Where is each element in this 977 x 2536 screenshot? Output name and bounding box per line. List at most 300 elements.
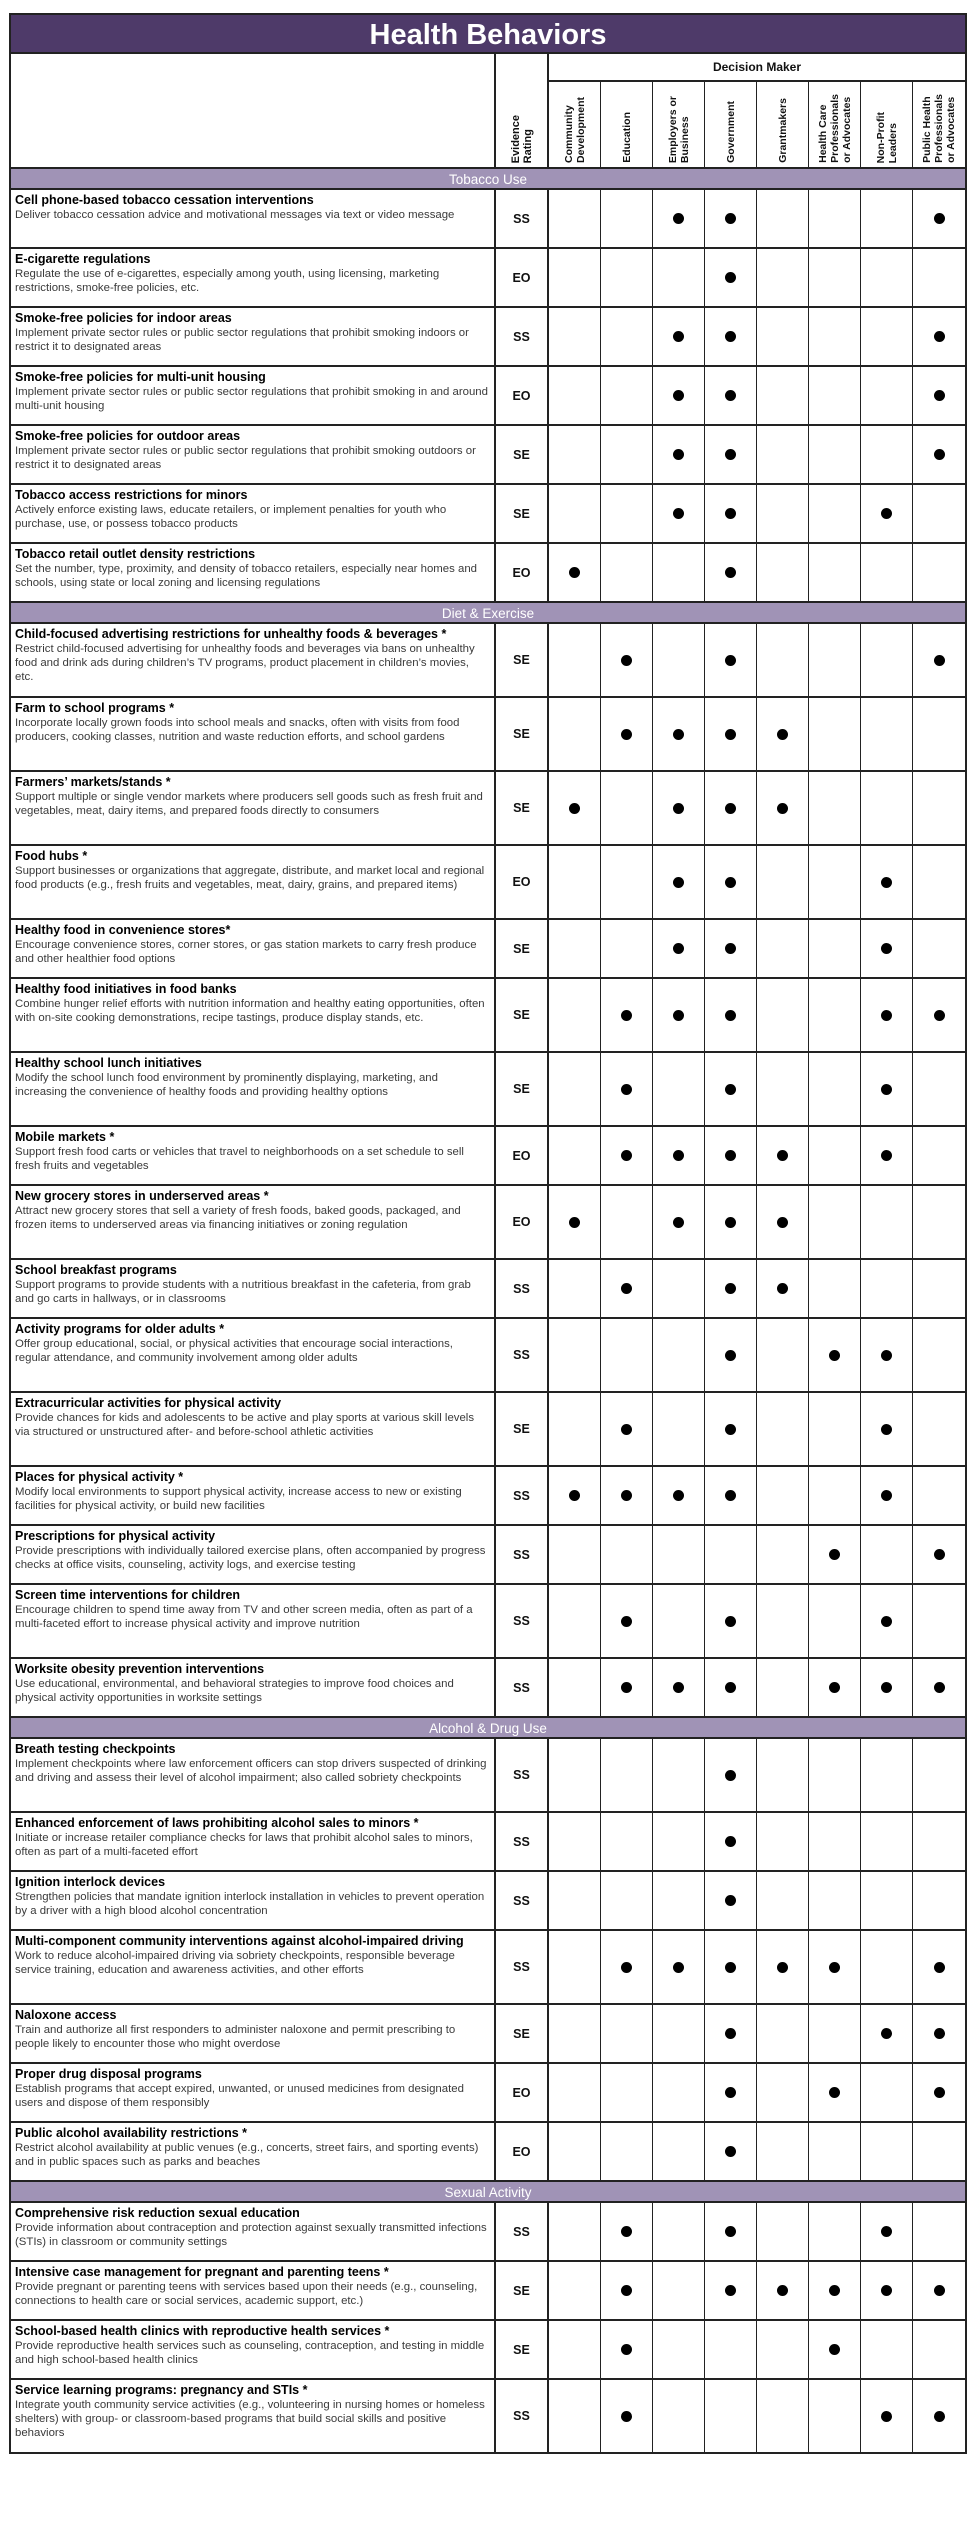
decision-maker-cell (705, 426, 757, 483)
bullet-icon (673, 1150, 684, 1161)
bullet-icon (881, 2028, 892, 2039)
decision-maker-cell (757, 1872, 809, 1929)
strategy-cell (11, 1393, 496, 1465)
decision-maker-cell (601, 772, 653, 844)
decision-maker-cell (653, 1127, 705, 1184)
decision-maker-cell (601, 2380, 653, 2452)
evidence-rating: SE (496, 426, 549, 483)
decision-maker-cells (549, 2321, 965, 2378)
strategy-name: Service learning programs: pregnancy and STIs * (15, 2383, 308, 2397)
decision-maker-cell (549, 2321, 601, 2378)
bullet-icon (621, 2285, 632, 2296)
evidence-rating: SS (496, 2203, 549, 2260)
column-header (861, 82, 913, 167)
bullet-icon (725, 1424, 736, 1435)
bullet-icon (725, 1836, 736, 1847)
strategy-cell (11, 1739, 496, 1811)
evidence-rating: SS (496, 1526, 549, 1583)
bullet-icon (777, 1283, 788, 1294)
decision-maker-cell (757, 544, 809, 601)
decision-maker-cell (861, 1739, 913, 1811)
decision-maker-columns (549, 82, 965, 167)
strategy-description: Support multiple or single vendor markets where producers sell goods such as fresh fruit and vegetables, meat, dairy items, and prepared foods directly to consumers (15, 791, 483, 817)
decision-maker-cells (549, 2064, 965, 2121)
evidence-rating: SE (496, 2321, 549, 2378)
decision-maker-cell (757, 1931, 809, 2003)
decision-maker-cell (757, 1319, 809, 1391)
strategy-name: Worksite obesity prevention interventions (15, 1662, 265, 1676)
strategy-cell (11, 485, 496, 542)
decision-maker-cell (809, 979, 861, 1051)
decision-maker-cell (861, 1393, 913, 1465)
decision-maker-cell (809, 249, 861, 306)
decision-maker-cell (705, 1526, 757, 1583)
decision-maker-header (549, 54, 965, 167)
decision-maker-cell (653, 1526, 705, 1583)
strategy-description: Restrict alcohol availability at public venues (e.g., concerts, street fairs, and sporting events) and in public spaces such as parks and beaches (15, 2142, 479, 2168)
decision-maker-cell (601, 1739, 653, 1811)
decision-maker-cells (549, 1585, 965, 1657)
decision-maker-cell (809, 1931, 861, 2003)
decision-maker-cell (809, 190, 861, 247)
decision-maker-cell (549, 2123, 601, 2180)
column-header (705, 82, 757, 167)
strategy-cell (11, 1585, 496, 1657)
decision-maker-cell (705, 1813, 757, 1870)
decision-maker-cell (601, 1526, 653, 1583)
decision-maker-cell (653, 1931, 705, 2003)
strategy-description: Provide reproductive health services such as counseling, contraception, and testing in middle and high school-based health clinics (15, 2340, 485, 2366)
strategy-name: Naloxone access (15, 2008, 117, 2022)
decision-maker-cell (809, 2321, 861, 2378)
strategy-description: Support businesses or organizations that aggregate, distribute, and market local and regional food products (e.g., fresh fruits and vegetables, meat, dairy, grains, and prepared items) (15, 865, 485, 891)
decision-maker-cell (653, 1813, 705, 1870)
bullet-icon (621, 1962, 632, 1973)
bullet-icon (777, 1962, 788, 1973)
decision-maker-cell (653, 190, 705, 247)
table-row (9, 1585, 967, 1659)
bullet-icon (881, 2285, 892, 2296)
page-title: Health Behaviors (9, 13, 967, 54)
strategy-cell (11, 2064, 496, 2121)
evidence-rating: SS (496, 1260, 549, 1317)
decision-maker-cell (757, 2064, 809, 2121)
strategy-name: Cell phone-based tobacco cessation interventions (15, 193, 314, 207)
decision-maker-cell (861, 920, 913, 977)
decision-maker-cell (549, 1053, 601, 1125)
decision-maker-cell (549, 1585, 601, 1657)
decision-maker-cell (549, 1186, 601, 1258)
bullet-icon (881, 1010, 892, 1021)
decision-maker-cell (653, 2380, 705, 2452)
strategy-name: Healthy food initiatives in food banks (15, 982, 237, 996)
bullet-icon (725, 2087, 736, 2098)
bullet-icon (725, 1084, 736, 1095)
decision-maker-cell (601, 485, 653, 542)
strategy-name: Public alcohol availability restrictions * (15, 2126, 248, 2140)
strategy-name: Smoke-free policies for multi-unit housing (15, 370, 266, 384)
strategy-name: School-based health clinics with reproductive health services * (15, 2324, 390, 2338)
decision-maker-cell (705, 2203, 757, 2260)
decision-maker-cell (601, 1260, 653, 1317)
decision-maker-cell (861, 1186, 913, 1258)
decision-maker-cell (653, 2064, 705, 2121)
bullet-icon (934, 2411, 945, 2422)
strategy-description: Implement checkpoints where law enforcement officers can stop drivers suspected of drinking and driving and assess their level of alcohol impairment; also called sobriety checkpoints (15, 1758, 487, 1784)
decision-maker-cell (809, 1393, 861, 1465)
bullet-icon (881, 508, 892, 519)
decision-maker-cell (809, 1467, 861, 1524)
table-row (9, 1393, 967, 1467)
evidence-rating: SE (496, 920, 549, 977)
bullet-icon (725, 1962, 736, 1973)
evidence-rating: EO (496, 2064, 549, 2121)
bullet-icon (621, 1682, 632, 1693)
decision-maker-cell (705, 698, 757, 770)
bullet-icon (725, 877, 736, 888)
decision-maker-cell (601, 2123, 653, 2180)
bullet-icon (725, 1350, 736, 1361)
strategy-name: Tobacco retail outlet density restrictions (15, 547, 256, 561)
health-behaviors-table (9, 13, 967, 2454)
decision-maker-cell (913, 1393, 965, 1465)
strategy-name: Farmers’ markets/stands * (15, 775, 171, 789)
section-header: Sexual Activity (9, 2182, 967, 2203)
strategy-description: Support programs to provide students with a nutritious breakfast in the cafeteria, from grab and go carts in hallways, or in classrooms (15, 1279, 471, 1305)
decision-maker-cell (861, 190, 913, 247)
strategy-description: Work to reduce alcohol-impaired driving via sobriety checkpoints, responsible beverage service training, education and awareness activities, and other efforts (15, 1950, 455, 1976)
column-header (549, 82, 601, 167)
decision-maker-cell (913, 1585, 965, 1657)
decision-maker-cell (861, 1872, 913, 1929)
strategy-cell (11, 1319, 496, 1391)
table-row (9, 1872, 967, 1931)
column-header-label: Grantmakers (776, 98, 789, 163)
table-row (9, 1260, 967, 1319)
bullet-icon (725, 1895, 736, 1906)
bullet-icon (725, 803, 736, 814)
decision-maker-cells (549, 2203, 965, 2260)
decision-maker-cell (757, 249, 809, 306)
decision-maker-cell (861, 2005, 913, 2062)
decision-maker-cell (809, 1585, 861, 1657)
decision-maker-cell (809, 1186, 861, 1258)
decision-maker-cell (549, 1260, 601, 1317)
decision-maker-cells (549, 1813, 965, 1870)
strategy-name: New grocery stores in underserved areas * (15, 1189, 269, 1203)
evidence-rating: SE (496, 698, 549, 770)
bullet-icon (881, 1350, 892, 1361)
bullet-icon (673, 729, 684, 740)
decision-maker-cells (549, 2262, 965, 2319)
decision-maker-cell (549, 1393, 601, 1465)
bullet-icon (881, 2226, 892, 2237)
decision-maker-cell (653, 2262, 705, 2319)
decision-maker-cell (601, 698, 653, 770)
decision-maker-cell (757, 1526, 809, 1583)
decision-maker-cells (549, 846, 965, 918)
bullet-icon (725, 1217, 736, 1228)
decision-maker-cell (705, 2380, 757, 2452)
evidence-rating: SS (496, 190, 549, 247)
strategy-name: Multi-component community interventions against alcohol-impaired driving (15, 1934, 464, 1948)
decision-maker-cell (757, 485, 809, 542)
evidence-header (496, 54, 549, 167)
decision-maker-cell (913, 1127, 965, 1184)
strategy-description: Incorporate locally grown foods into school meals and snacks, often with visits from food producers, cooking classes, nutrition and waste reduction efforts, and school gardens (15, 717, 460, 743)
evidence-rating-label: Evidence Rating (509, 114, 534, 163)
bullet-icon (569, 1217, 580, 1228)
bullet-icon (725, 567, 736, 578)
decision-maker-cell (705, 1931, 757, 2003)
strategy-description: Establish programs that accept expired, unwanted, or unused medicines from designated users and dispose of them responsibly (15, 2083, 464, 2109)
table-row (9, 367, 967, 426)
decision-maker-cell (757, 2123, 809, 2180)
decision-maker-cell (809, 1659, 861, 1716)
decision-maker-cell (705, 190, 757, 247)
bullet-icon (881, 1150, 892, 1161)
table-body (9, 169, 967, 2454)
bullet-icon (829, 2344, 840, 2355)
decision-maker-cell (913, 308, 965, 365)
decision-maker-cell (601, 624, 653, 696)
strategy-description: Strengthen policies that mandate ignition interlock installation in vehicles to prevent operation by a driver with a high blood alcohol concentration (15, 1891, 485, 1917)
decision-maker-cell (809, 2380, 861, 2452)
decision-maker-cell (913, 2064, 965, 2121)
table-row (9, 846, 967, 920)
decision-maker-cell (757, 2380, 809, 2452)
bullet-icon (881, 1490, 892, 1501)
strategy-cell (11, 1526, 496, 1583)
decision-maker-cell (861, 846, 913, 918)
evidence-rating: SS (496, 2380, 549, 2452)
bullet-icon (725, 655, 736, 666)
strategy-description: Provide prescriptions with individually tailored exercise plans, often accompanied by progress checks at office visits, counseling, activity logs, and exercise testing (15, 1545, 486, 1571)
decision-maker-cell (757, 2321, 809, 2378)
decision-maker-cell (705, 1739, 757, 1811)
decision-maker-cell (653, 624, 705, 696)
column-header-label: Health Care Professionals or Advocates (816, 94, 853, 163)
decision-maker-cell (757, 2005, 809, 2062)
decision-maker-cell (861, 772, 913, 844)
bullet-icon (569, 803, 580, 814)
bullet-icon (673, 390, 684, 401)
strategy-cell (11, 2203, 496, 2260)
strategy-cell (11, 979, 496, 1051)
decision-maker-cell (653, 846, 705, 918)
decision-maker-cell (705, 544, 757, 601)
column-header-label: Community Development (562, 97, 587, 163)
decision-maker-cell (705, 772, 757, 844)
decision-maker-cell (601, 367, 653, 424)
decision-maker-cells (549, 920, 965, 977)
table-row (9, 1053, 967, 1127)
strategy-cell (11, 1872, 496, 1929)
table-row (9, 979, 967, 1053)
decision-maker-cell (757, 979, 809, 1051)
decision-maker-cells (549, 190, 965, 247)
strategy-cell (11, 2321, 496, 2378)
decision-maker-cell (913, 1931, 965, 2003)
strategy-name: Activity programs for older adults * (15, 1322, 225, 1336)
strategy-name: Child-focused advertising restrictions for unhealthy foods & beverages * (15, 627, 447, 641)
decision-maker-cell (549, 249, 601, 306)
decision-maker-cell (705, 1127, 757, 1184)
decision-maker-cell (549, 367, 601, 424)
bullet-icon (621, 655, 632, 666)
decision-maker-cell (757, 1053, 809, 1125)
decision-maker-cell (549, 2064, 601, 2121)
table-row (9, 1931, 967, 2005)
decision-maker-cell (601, 2321, 653, 2378)
decision-maker-cell (705, 249, 757, 306)
strategy-cell (11, 308, 496, 365)
decision-maker-cell (653, 1319, 705, 1391)
decision-maker-cell (757, 624, 809, 696)
table-row (9, 2005, 967, 2064)
decision-maker-cell (861, 426, 913, 483)
decision-maker-cell (913, 1659, 965, 1716)
bullet-icon (777, 2285, 788, 2296)
table-row (9, 2203, 967, 2262)
decision-maker-cell (601, 308, 653, 365)
decision-maker-cell (757, 1393, 809, 1465)
table-header (9, 54, 967, 169)
decision-maker-cells (549, 1872, 965, 1929)
decision-maker-cell (705, 1393, 757, 1465)
strategy-cell (11, 1053, 496, 1125)
decision-maker-cell (809, 2262, 861, 2319)
decision-maker-cell (653, 367, 705, 424)
strategy-description: Regulate the use of e-cigarettes, especially among youth, using licensing, marketing restrictions, smoke-free policies, etc. (15, 268, 440, 294)
decision-maker-cell (653, 1467, 705, 1524)
decision-maker-cell (809, 698, 861, 770)
evidence-rating: EO (496, 1186, 549, 1258)
decision-maker-cell (757, 1127, 809, 1184)
decision-maker-cell (601, 2005, 653, 2062)
decision-maker-cell (549, 2380, 601, 2452)
strategy-cell (11, 624, 496, 696)
decision-maker-cell (653, 979, 705, 1051)
decision-maker-cell (913, 624, 965, 696)
decision-maker-cell (861, 2262, 913, 2319)
decision-maker-cell (601, 1053, 653, 1125)
decision-maker-cell (705, 1872, 757, 1929)
decision-maker-cell (757, 1260, 809, 1317)
decision-maker-cell (705, 1053, 757, 1125)
decision-maker-cells (549, 1739, 965, 1811)
evidence-rating: SS (496, 1872, 549, 1929)
bullet-icon (881, 1682, 892, 1693)
strategy-name: Breath testing checkpoints (15, 1742, 176, 1756)
decision-maker-cells (549, 698, 965, 770)
decision-maker-cell (809, 2123, 861, 2180)
bullet-icon (881, 1084, 892, 1095)
decision-maker-cell (809, 1260, 861, 1317)
bullet-icon (725, 943, 736, 954)
decision-maker-cell (913, 367, 965, 424)
decision-maker-cell (549, 190, 601, 247)
decision-maker-cell (913, 1260, 965, 1317)
decision-maker-cell (705, 920, 757, 977)
bullet-icon (621, 729, 632, 740)
decision-maker-cell (653, 426, 705, 483)
column-header (913, 82, 965, 167)
decision-maker-cell (913, 2380, 965, 2452)
strategy-name: Smoke-free policies for indoor areas (15, 311, 232, 325)
table-row (9, 2064, 967, 2123)
decision-maker-cell (861, 698, 913, 770)
strategy-description: Attract new grocery stores that sell a variety of fresh foods, baked goods, packaged, and frozen items to underserved areas via financing initiatives or zoning regulation (15, 1205, 461, 1231)
strategy-cell (11, 2380, 496, 2452)
strategy-description: Provide pregnant or parenting teens with services based upon their needs (e.g., counseling, connections to health care or social services, academic support, etc.) (15, 2281, 478, 2307)
decision-maker-cell (549, 485, 601, 542)
decision-maker-cell (601, 249, 653, 306)
table-row (9, 698, 967, 772)
bullet-icon (621, 1490, 632, 1501)
strategy-name: Farm to school programs * (15, 701, 175, 715)
decision-maker-cells (549, 1319, 965, 1391)
decision-maker-cells (549, 2380, 965, 2452)
bullet-icon (673, 213, 684, 224)
decision-maker-cell (601, 1813, 653, 1870)
decision-maker-cell (757, 772, 809, 844)
table-row (9, 1467, 967, 1526)
table-row (9, 190, 967, 249)
table-row (9, 1813, 967, 1872)
decision-maker-cell (601, 920, 653, 977)
bullet-icon (934, 2028, 945, 2039)
column-header (809, 82, 861, 167)
strategy-description: Implement private sector rules or public sector regulations that prohibit smoking outdoors or restrict it to designated areas (15, 445, 476, 471)
bullet-icon (621, 1283, 632, 1294)
decision-maker-cell (653, 2005, 705, 2062)
bullet-icon (725, 1150, 736, 1161)
decision-maker-cell (757, 190, 809, 247)
decision-maker-cell (549, 1659, 601, 1716)
decision-maker-cell (705, 1260, 757, 1317)
decision-maker-cell (861, 2123, 913, 2180)
bullet-icon (881, 2411, 892, 2422)
decision-maker-cell (705, 2005, 757, 2062)
decision-maker-cell (913, 1319, 965, 1391)
decision-maker-cell (601, 1127, 653, 1184)
decision-maker-cell (757, 426, 809, 483)
decision-maker-cell (809, 367, 861, 424)
decision-maker-cell (653, 1393, 705, 1465)
decision-maker-cell (913, 2005, 965, 2062)
bullet-icon (725, 449, 736, 460)
decision-maker-cell (601, 1659, 653, 1716)
decision-maker-cell (705, 367, 757, 424)
table-row (9, 426, 967, 485)
decision-maker-cell (913, 1186, 965, 1258)
strategy-cell (11, 846, 496, 918)
strategy-description: Offer group educational, social, or physical activities that encourage social interactions, regular attendance, and community involvement among older adults (15, 1338, 453, 1364)
evidence-rating: SE (496, 1393, 549, 1465)
column-header-label: Education (620, 112, 633, 163)
decision-maker-cell (861, 1813, 913, 1870)
decision-maker-cell (705, 624, 757, 696)
decision-maker-cell (809, 2005, 861, 2062)
decision-maker-cell (861, 1319, 913, 1391)
decision-maker-cell (861, 1931, 913, 2003)
table-row (9, 2123, 967, 2182)
bullet-icon (673, 1010, 684, 1021)
strategy-description: Modify local environments to support physical activity, increase access to new or existing facilities for physical activity, or build new facilities (15, 1486, 462, 1512)
decision-maker-cells (549, 1186, 965, 1258)
strategy-description: Encourage children to spend time away from TV and other screen media, often as part of a multi-faceted effort to increase physical activity and improve nutrition (15, 1604, 473, 1630)
